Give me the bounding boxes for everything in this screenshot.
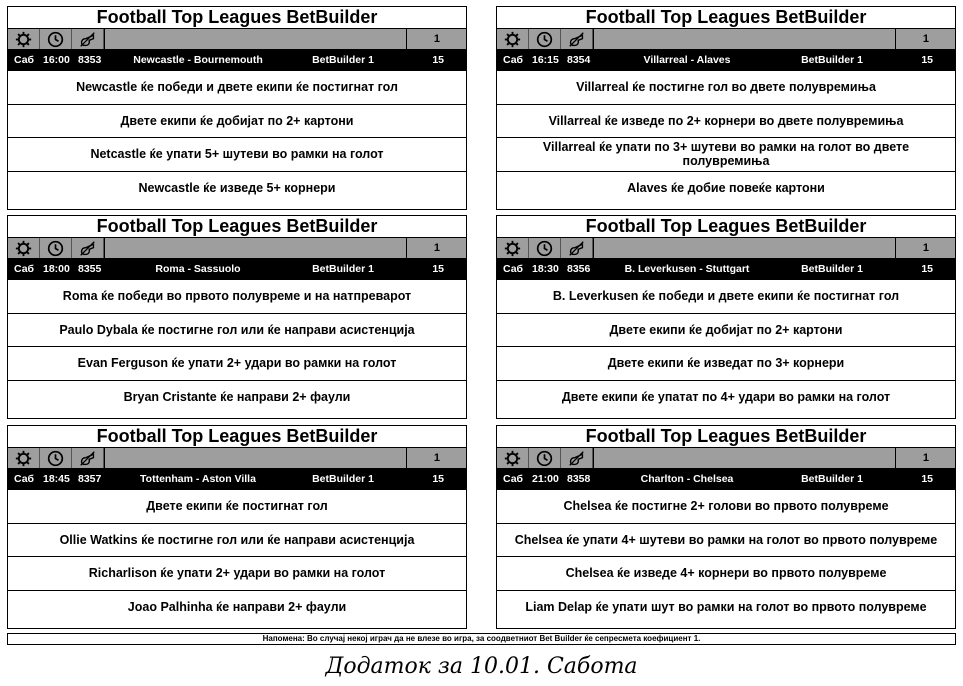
selection-row: Joao Palhinha ќе направи 2+ фаули <box>127 600 347 615</box>
page-footer-title: Додаток за 10.01. Сабота <box>325 654 638 679</box>
top-number: 1 <box>433 33 440 45</box>
selection-row: Ollie Watkins ќе постигне гол или ќе направи асистенција <box>8 524 466 558</box>
selection-row: Двете екипи ќе добијат по 2+ картони <box>497 314 955 348</box>
market-name: BetBuilder 1 <box>801 473 863 485</box>
match-info-bar <box>8 469 466 490</box>
card-icon-bar <box>497 29 955 50</box>
odds-value: 15 <box>432 263 444 275</box>
card-title: Football Top Leagues BetBuilder <box>497 216 955 238</box>
top-number: 1 <box>922 242 929 254</box>
match-code: 8357 <box>78 473 102 485</box>
selection-row: B. Leverkusen ќе победи и двете екипи ќе постигнат гол <box>497 280 955 314</box>
match-code: 8358 <box>567 473 591 485</box>
selection-row: Двете екипи ќе упатат по 4+ удари во рамки на голот <box>561 390 891 405</box>
selection-row: Alaves ќе добие повеќе картони <box>627 181 825 196</box>
gear-icon <box>8 238 40 258</box>
card-title: Football Top Leagues BetBuilder <box>8 426 466 448</box>
match-day: Саб <box>503 54 524 66</box>
match-day: Саб <box>14 473 35 485</box>
clock-icon <box>529 238 561 258</box>
whistle-icon <box>72 29 104 49</box>
whistle-icon <box>72 238 104 258</box>
card-icon-bar <box>497 448 955 469</box>
whistle-icon <box>561 238 593 258</box>
odds-value: 15 <box>432 473 444 485</box>
card-top-bar <box>104 238 466 258</box>
selection-row: Bryan Cristante ќе направи 2+ фаули <box>123 390 351 405</box>
match-code: 8356 <box>567 263 591 275</box>
top-number: 1 <box>433 242 440 254</box>
match-info-bar <box>497 50 955 71</box>
betbuilder-card-tottenham <box>7 425 467 629</box>
gear-icon <box>497 238 529 258</box>
match-info-bar <box>8 259 466 280</box>
disclaimer-note: Напомена: Во случај некој играч да не влезе во игра, за соодветниот Bet Builder ќе сепресмета коефициент 1. <box>7 633 956 645</box>
odds-value: 15 <box>921 54 933 66</box>
match-teams: Roma - Sassuolo <box>155 263 241 275</box>
card-top-bar <box>593 29 955 49</box>
card-title: Football Top Leagues BetBuilder <box>497 7 955 29</box>
market-name: BetBuilder 1 <box>312 473 374 485</box>
match-teams: Newcastle - Bournemouth <box>133 54 263 66</box>
match-day: Саб <box>503 263 524 275</box>
market-name: BetBuilder 1 <box>312 263 374 275</box>
top-number: 1 <box>922 452 929 464</box>
match-time: 16:15 <box>532 54 559 66</box>
selection-row: Evan Ferguson ќе упати 2+ удари во рамки на голот <box>8 347 466 381</box>
selection-row: Villarreal ќе упати по 3+ шутеви во рамки на голот во двете полувремиња <box>497 138 955 172</box>
match-info-bar <box>497 469 955 490</box>
selection-row: Chelsea ќе упати 4+ шутеви во рамки на голот во првото полувреме <box>497 524 955 558</box>
match-day: Саб <box>14 54 35 66</box>
card-icon-bar <box>497 238 955 259</box>
card-icon-bar <box>8 238 466 259</box>
card-top-bar <box>104 448 466 468</box>
match-time: 18:00 <box>43 263 70 275</box>
clock-icon <box>40 29 72 49</box>
clock-icon <box>529 29 561 49</box>
match-teams: Charlton - Chelsea <box>640 473 734 485</box>
match-day: Саб <box>14 263 35 275</box>
match-teams: B. Leverkusen - Stuttgart <box>624 263 750 275</box>
card-icon-bar <box>8 448 466 469</box>
gear-icon <box>497 448 529 468</box>
match-time: 16:00 <box>43 54 70 66</box>
match-code: 8354 <box>567 54 591 66</box>
whistle-icon <box>561 448 593 468</box>
market-name: BetBuilder 1 <box>312 54 374 66</box>
selection-row: Villarreal ќе изведе по 2+ корнери во двете полувремиња <box>497 105 955 139</box>
selection-row: Двете екипи ќе изведат по 3+ корнери <box>497 347 955 381</box>
selection-row: Roma ќе победи во првото полувреме и на натпреварот <box>8 280 466 314</box>
selection-row: Chelsea ќе изведе 4+ корнери во првото полувреме <box>497 557 955 591</box>
gear-icon <box>497 29 529 49</box>
match-time: 18:30 <box>532 263 559 275</box>
match-day: Саб <box>503 473 524 485</box>
market-name: BetBuilder 1 <box>801 54 863 66</box>
card-title: Football Top Leagues BetBuilder <box>8 216 466 238</box>
card-top-bar <box>593 448 955 468</box>
selection-row: Richarlison ќе упати 2+ удари во рамки на голот <box>8 557 466 591</box>
clock-icon <box>529 448 561 468</box>
card-top-bar <box>104 29 466 49</box>
match-time: 18:45 <box>43 473 70 485</box>
selection-row: Villarreal ќе постигне гол во двете полувремиња <box>497 71 955 105</box>
top-number: 1 <box>922 33 929 45</box>
betbuilder-card-newcastle <box>7 6 467 210</box>
selection-row: Newcastle ќе изведе 5+ корнери <box>138 181 336 196</box>
selection-row: Chelsea ќе постигне 2+ голови во првото полувреме <box>497 490 955 524</box>
selection-row: Paulo Dybala ќе постигне гол или ќе направи асистенција <box>8 314 466 348</box>
odds-value: 15 <box>921 263 933 275</box>
betbuilder-card-villarreal <box>496 6 956 210</box>
card-top-bar <box>593 238 955 258</box>
match-code: 8355 <box>78 263 102 275</box>
match-info-bar <box>497 259 955 280</box>
card-title: Football Top Leagues BetBuilder <box>497 426 955 448</box>
whistle-icon <box>561 29 593 49</box>
betbuilder-card-charlton <box>496 425 956 629</box>
gear-icon <box>8 448 40 468</box>
clock-icon <box>40 448 72 468</box>
selection-row: Netcastle ќе упати 5+ шутеви во рамки на голот <box>8 138 466 172</box>
betbuilder-card-roma <box>7 215 467 419</box>
odds-value: 15 <box>921 473 933 485</box>
selection-row: Liam Delap ќе упати шут во рамки на голот во првото полувреме <box>525 600 927 615</box>
match-time: 21:00 <box>532 473 559 485</box>
whistle-icon <box>72 448 104 468</box>
match-teams: Tottenham - Aston Villa <box>140 473 256 485</box>
match-code: 8353 <box>78 54 102 66</box>
clock-icon <box>40 238 72 258</box>
top-number: 1 <box>433 452 440 464</box>
card-title: Football Top Leagues BetBuilder <box>8 7 466 29</box>
selection-row: Newcastle ќе победи и двете екипи ќе постигнат гол <box>8 71 466 105</box>
market-name: BetBuilder 1 <box>801 263 863 275</box>
match-info-bar <box>8 50 466 71</box>
betbuilder-card-leverkusen <box>496 215 956 419</box>
card-icon-bar <box>8 29 466 50</box>
gear-icon <box>8 29 40 49</box>
selection-row: Двете екипи ќе добијат по 2+ картони <box>8 105 466 139</box>
match-teams: Villarreal - Alaves <box>643 54 731 66</box>
odds-value: 15 <box>432 54 444 66</box>
selection-row: Двете екипи ќе постигнат гол <box>8 490 466 524</box>
